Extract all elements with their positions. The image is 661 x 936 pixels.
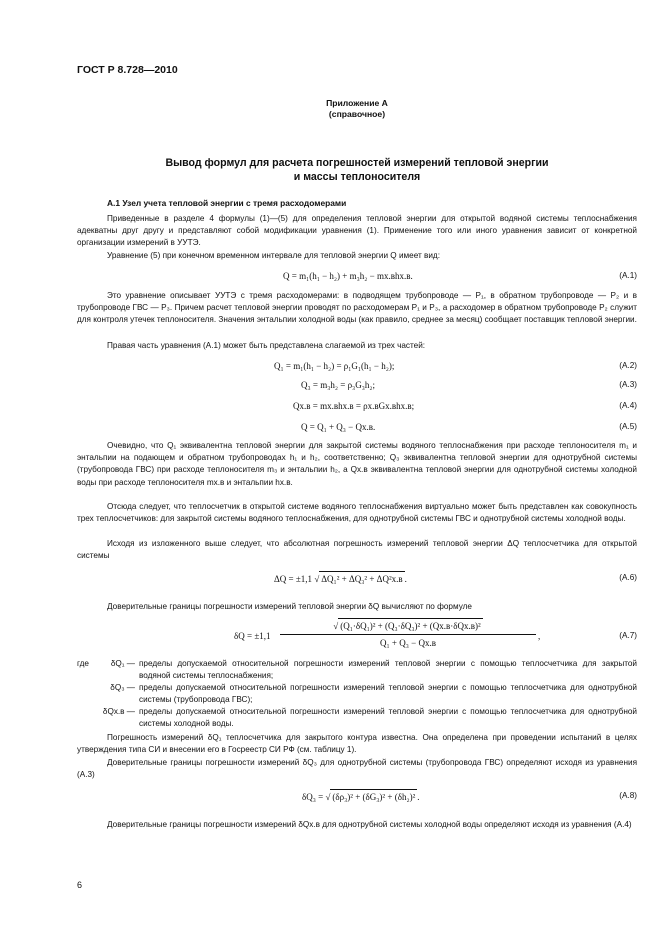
equation-a6-lhs: ΔQ = ±1,1 [274,574,313,584]
equation-a2-formula: Q₁ = m₁(h₁ − h₂) = ρ₁G₁(h₁ − h₂); [274,361,395,371]
document-title-line2: и массы теплоносителя [293,171,421,183]
document-title [77,156,637,184]
paragraph-11: Доверительные границы погрешности измерений δQх.в для однотрубной системы холодной воды определяют исходя из уравнения (А.4) [107,820,632,829]
definition-symbol: δQ₁ — [110,659,135,668]
definition-item [77,682,637,706]
definitions-list [77,658,637,730]
definition-text: пределы допускаемой относительной погрешности измерений тепловой энергии с помощью теплосчетчика для однотрубной системы холодной воды. [139,707,637,728]
paragraph-5: Очевидно, что Q₁ эквивалентна тепловой энергии для закрытой системы водяного теплоснабжения при расходе теплоносителя m₁ и энтальпии на подающем и обратном трубопроводах h₁ и h₂, соответственно; Q₃ эквивалентна тепловой энергии для однотрубной системы (трубопровода ГВС) при расходе теплоносителя m₃ и энтальпии h₂, а Qх.в эквивалентна тепловой энергии для однотрубной системы холодной воды при расходе теплоносителя mх.в и энтальпии hх.в. [77,441,637,487]
equation-a7-radicand: (Q₁·δQ₁)² + (Q₃·δQ₃)² + (Qх.в·δQх.в)² [338,618,483,633]
equation-a8-lhs: δQ₃ = [302,792,324,802]
equation-a6-number: (А.6) [619,573,637,582]
equation-a6-radicand: ΔQ₁² + ΔQ₃² + ΔQ²х.в [319,571,404,586]
page-number: 6 [77,880,83,890]
equation-a7-denominator: Q₁ + Q₃ − Qх.в [380,638,436,648]
equation-a3-formula: Q₃ = m₃h₂ = ρ₃G₃h₂; [301,380,375,390]
equation-a8 [77,789,637,807]
equation-a1-number: (А.1) [619,271,637,280]
paragraph-2: Уравнение (5) при конечном временном интервале для тепловой энергии Q имеет вид: [107,251,440,260]
definitions-lead: где [77,659,89,668]
fraction-bar [280,634,536,635]
equation-a7-fraction [280,618,536,650]
equation-a1-formula: Q = m₁(h₁ − h₂) + m₃h₂ − mх.вhх.в. [283,271,413,281]
appendix-note: (справочное) [328,109,386,119]
equation-a6 [77,571,637,589]
definition-text: пределы допускаемой относительной погрешности измерений тепловой энергии с помощью теплосчетчика для однотрубной системы (трубопровода ГВС); [139,683,637,704]
equation-a3 [77,378,637,392]
equation-a7-numerator [280,618,536,633]
equation-a7 [77,618,637,654]
appendix-heading [77,98,637,120]
equation-a5 [77,420,637,434]
equation-a4-formula: Qх.в = mх.вhх.в = ρх.вGх.вhх.в; [293,401,415,411]
paragraph-7: Исходя из изложенного выше следует, что абсолютная погрешность измерений тепловой энергии ΔQ теплосчетчика для открытой системы [77,539,637,561]
sqrt-icon: √ [314,574,320,584]
equation-a4 [77,399,637,413]
definition-text: пределы допускаемой относительной погрешности измерений тепловой энергии с помощью теплосчетчика для закрытой водяной системы теплоснабжения; [139,659,637,680]
standard-header: ГОСТ Р 8.728—2010 [77,64,178,76]
equation-a8-radicand: (δρ₃)² + (δG₃)² + (δh₂)² [330,789,417,804]
paragraph-9: Погрешность измерений δQ₁ теплосчетчика для закрытого контура известна. Она определена при проведении испытаний в целях утверждения типа СИ и внесении его в Госреестр СИ РФ (см. таблицу 1). [77,733,637,755]
equation-a6-tail: . [404,574,407,584]
equation-a7-number: (А.7) [619,631,637,640]
equation-a1 [77,269,637,283]
paragraph-8: Доверительные границы погрешности измерений тепловой энергии δQ вычисляют по формуле [107,602,472,611]
equation-a3-number: (А.3) [619,380,637,389]
sqrt-icon: √ [333,621,339,631]
definition-item [77,658,637,682]
paragraph-3: Это уравнение описывает УУТЭ с тремя расходомерами: в подводящем трубопроводе — P₁, в обратном трубопроводе — P₂ и в трубопроводе ГВС — P₃. Причем расчет тепловой энергии проводят по расходомерам P₁ и P₃, а расходомер в обратном трубопроводе P₂ служит для контроля утечек теплоносителя. Значения энтальпии холодной воды (как правило, среднее за месяц) сообщает поставщик тепловой энергии. [77,291,637,325]
paragraph-4: Правая часть уравнения (А.1) может быть представлена слагаемой из трех частей: [107,341,426,350]
equation-a8-number: (А.8) [619,791,637,800]
equation-a7-lhs: δQ = ±1,1 [234,631,271,641]
sqrt-icon: √ [325,792,331,802]
equation-a8-formula [302,789,420,804]
paragraph-10: Доверительные границы погрешности измерений δQ₃ для однотрубной системы (трубопровода ГВС) определяют исходя из уравнения (А.3) [77,758,637,780]
definition-symbol: δQ₃ — [110,683,135,692]
section-heading: А.1 Узел учета тепловой энергии с тремя расходомерами [107,198,347,208]
equation-a7-tail: , [538,631,541,641]
definition-item [77,706,637,730]
equation-a5-number: (А.5) [619,422,637,431]
equation-a8-tail: . [417,792,420,802]
equation-a6-formula [274,571,407,586]
appendix-title: Приложение А [326,98,388,108]
equation-a2 [77,359,637,373]
document-title-line1: Вывод формул для расчета погрешностей измерений тепловой энергии [165,157,549,169]
equation-a4-number: (А.4) [619,401,637,410]
equation-a5-formula: Q = Q₁ + Q₃ − Qх.в. [301,422,376,432]
definition-symbol: δQх.в — [102,707,135,716]
paragraph-6: Отсюда следует, что теплосчетчик в открытой системе водяного теплоснабжения виртуально может быть представлен как совокупность трех теплосчетчиков: для закрытой системы водяного теплоснабжения, для однотрубной системы ГВС и однотрубной системы холодной воды. [77,502,637,524]
paragraph-1: Приведенные в разделе 4 формулы (1)—(5) для определения тепловой энергии для открытой водяной системы теплоснабжения адекватны друг другу и представляют собой модификации уравнения (1). Применение того или иного уравнения зависит от конкретной организации измерений в УУТЭ. [77,214,637,248]
equation-a2-number: (А.2) [619,361,637,370]
